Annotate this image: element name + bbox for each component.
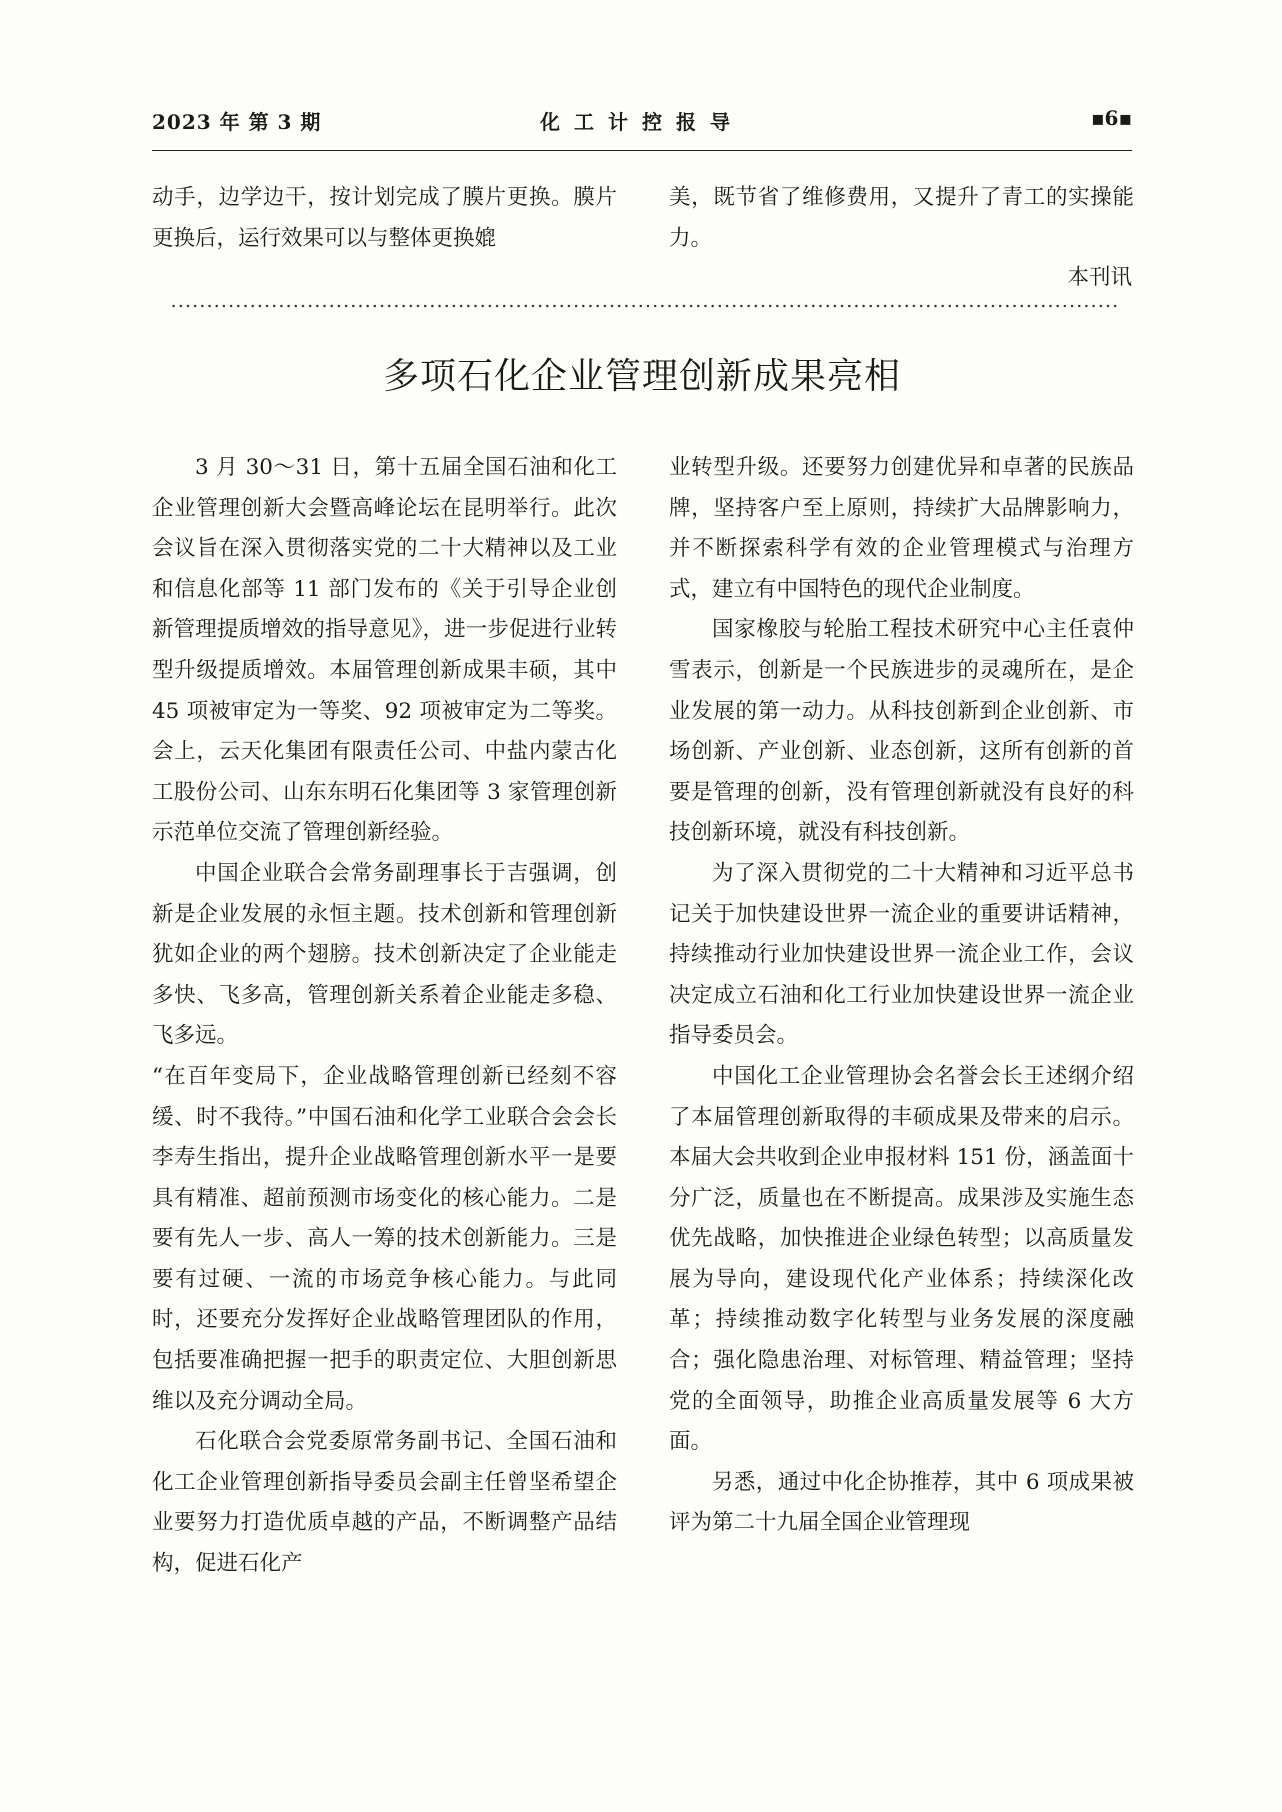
paragraph-continuation: 业转型升级。还要努力创建优异和卓著的民族品牌，坚持客户至上原则，持续扩大品牌影响力，并不断探索科学有效的企业管理模式与治理方式，建立有中国特色的现代企业制度。 [669, 455, 1134, 602]
paragraph: 中国化工企业管理协会名誉会长王述纲介绍了本届管理创新取得的丰硕成果及带来的启示。本届大会共收到企业申报材料 151 份，涵盖面十分广泛，质量也在不断提高。成果涉及实施生态优先战略，加快推进企业绿色转型；以高质量发展为导向，建设现代化产业体系；持续深化改革；持续推动数字化转型与业务发展的深度融合；强化隐患治理、对标管理、精益管理；坚持党的全面领导，助推企业高质量发展等 6 大方面。 [669, 1063, 1134, 1455]
byline: 本刊讯 [1067, 265, 1132, 290]
previous-article-text-right: 美，既节省了维修费用，又提升了青工的实操能力。 [669, 185, 1134, 251]
journal-name: 化工计控报导 [540, 110, 744, 134]
previous-article-text-left: 动手，边学边干，按计划完成了膜片更换。膜片更换后，运行效果可以与整体更换媲 [152, 185, 617, 251]
article-title: 多项石化企业管理创新成果亮相 [382, 356, 901, 397]
header-rule [152, 150, 1132, 151]
paragraph: 国家橡胶与轮胎工程技术研究中心主任袁仲雪表示，创新是一个民族进步的灵魂所在，是企业发展的第一动力。从科技创新到企业创新、市场创新、产业创新、业态创新，这所有创新的首要是管理的创新，没有管理创新就没有良好的科技创新环境，就没有科技创新。 [669, 617, 1134, 846]
previous-article-left-column [152, 178, 617, 259]
page-header [152, 106, 1132, 146]
dotted-separator [170, 304, 1120, 308]
page-number: ▪6▪ [1090, 106, 1132, 130]
paragraph: “在百年变局下，企业战略管理创新已经刻不容缓、时不我待。”中国石油和化学工业联合会会长李寿生指出，提升企业战略管理创新水平一是要具有精准、超前预测市场变化的核心能力。二是要有先人一步、高人一筹的技术创新能力。三是要有过硬、一流的市场竞争核心能力。与此同时，还要充分发挥好企业战略管理团队的作用，包括要准确把握一把手的职责定位、大胆创新思维以及充分调动全局。 [152, 1063, 617, 1414]
article-right-column [669, 448, 1134, 1544]
paragraph: 为了深入贯彻党的二十大精神和习近平总书记关于加快建设世界一流企业的重要讲话精神，持续推动行业加快建设世界一流企业工作，会议决定成立石油和化工行业加快建设世界一流企业指导委员会。 [669, 860, 1134, 1049]
paragraph: 中国企业联合会常务副理事长于吉强调，创新是企业发展的永恒主题。技术创新和管理创新犹如企业的两个翅膀。技术创新决定了企业能走多快、飞多高，管理创新关系着企业能走多稳、飞多远。 [152, 860, 617, 1049]
issue-label: 2023 年 第 3 期 [152, 110, 322, 134]
paragraph: 另悉，通过中化企协推荐，其中 6 项成果被评为第二十九届全国企业管理现 [669, 1469, 1134, 1536]
paragraph: 3 月 30～31 日，第十五届全国石油和化工企业管理创新大会暨高峰论坛在昆明举行。此次会议旨在深入贯彻落实党的二十大精神以及工业和信息化部等 11 部门发布的《关于引导企业创新管理提质增效的指导意见》，进一步促进行业转型升级提质增效。本届管理创新成果丰硕，其中 45 项被审定为一等奖、92 项被审定为二等奖。会上，云天化集团有限责任公司、中盐内蒙古化工股份公司、山东东明石化集团等 3 家管理创新示范单位交流了管理创新经验。 [152, 455, 617, 846]
article-left-column [152, 448, 617, 1585]
previous-article-right-column [669, 178, 1134, 259]
paragraph: 石化联合会党委原常务副书记、全国石油和化工企业管理创新指导委员会副主任曾坚希望企业要努力打造优质卓越的产品，不断调整产品结构，促进石化产 [152, 1429, 617, 1577]
